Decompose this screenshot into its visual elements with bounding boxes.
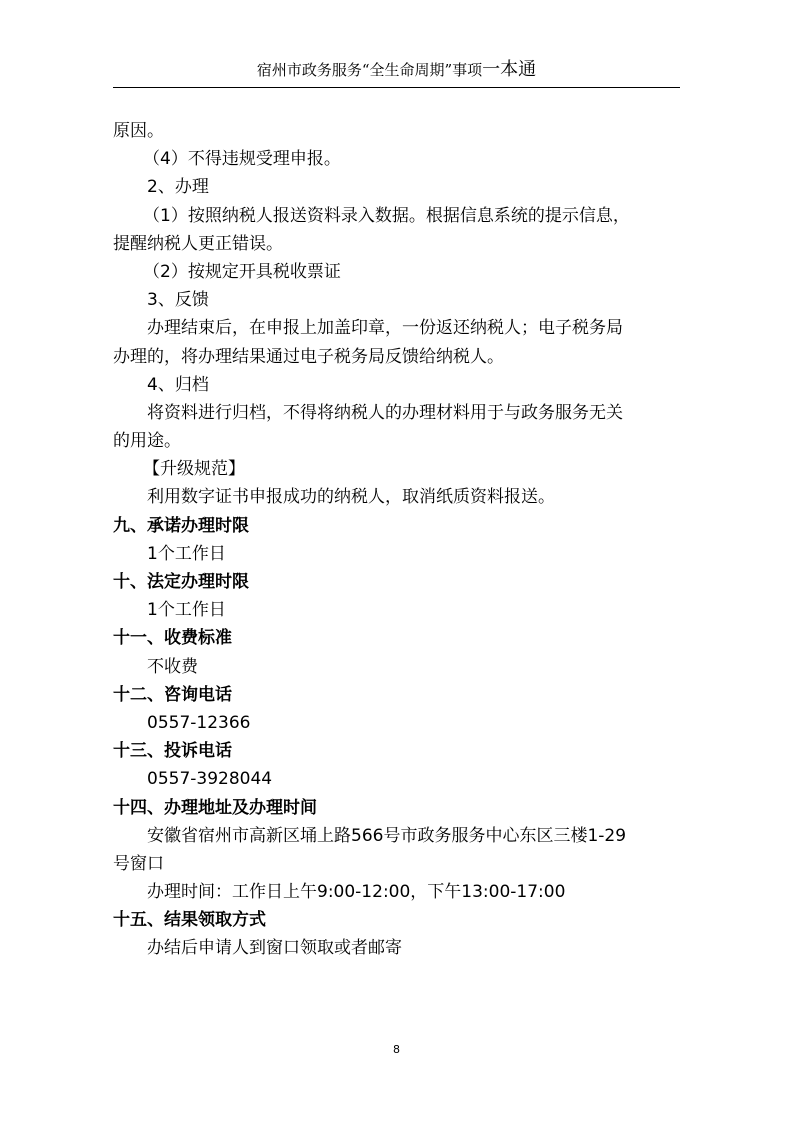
body-line: 4、归档 xyxy=(147,374,209,395)
section-heading: 十四、办理地址及办理时间 xyxy=(113,797,317,818)
body-line: 办理结束后，在申报上加盖印章，一份返还纳税人；电子税务局 xyxy=(147,318,623,339)
section-heading: 九、承诺办理时限 xyxy=(113,515,249,536)
body-line: 1个工作日 xyxy=(147,543,226,564)
page-number: 8 xyxy=(393,1043,400,1056)
body-line: 利用数字证书申报成功的纳税人，取消纸质资料报送。 xyxy=(147,487,555,508)
body-line: 0557-12366 xyxy=(147,712,251,733)
body-line: 原因。 xyxy=(113,121,164,141)
document-body xyxy=(113,117,685,963)
body-line: 不收费 xyxy=(147,656,198,677)
body-line: （4）不得违规受理申报。 xyxy=(143,149,341,170)
body-line: 0557-3928044 xyxy=(147,769,273,790)
body-line: 办理时间：工作日上午9:00-12:00，下午13:00-17:00 xyxy=(147,882,566,903)
body-line: 办结后申请人到窗口领取或者邮寄 xyxy=(147,938,402,959)
body-line: （1）按照纳税人报送资料录入数据。根据信息系统的提示信息， xyxy=(143,205,630,226)
body-line: 号窗口 xyxy=(113,853,164,874)
body-line: 的用途。 xyxy=(113,431,181,452)
body-line: 安徽省宿州市高新区埇上路566号市政务服务中心东区三楼1-29 xyxy=(147,825,627,846)
header-title-tail: 一本通 xyxy=(482,59,537,80)
section-heading: 十一、收费标准 xyxy=(113,628,232,649)
header-divider xyxy=(113,87,680,88)
body-line: 3、反馈 xyxy=(147,290,209,311)
section-heading: 十三、投诉电话 xyxy=(113,741,232,762)
body-line: 2、办理 xyxy=(147,177,209,198)
body-line: 1个工作日 xyxy=(147,600,226,621)
section-heading: 十二、咨询电话 xyxy=(113,684,232,705)
body-line: 【升级规范】 xyxy=(143,459,245,480)
body-line: （2）按规定开具税收票证 xyxy=(143,261,341,282)
body-line: 将资料进行归档，不得将纳税人的办理材料用于与政务服务无关 xyxy=(147,402,623,423)
body-line: 提醒纳税人更正错误。 xyxy=(113,233,283,254)
section-heading: 十、法定办理时限 xyxy=(113,572,249,592)
page-header xyxy=(0,60,793,80)
header-title-main: 宿州市政务服务“全生命周期”事项 xyxy=(256,61,483,79)
section-heading: 十五、结果领取方式 xyxy=(113,910,266,931)
body-line: 办理的，将办理结果通过电子税务局反馈给纳税人。 xyxy=(113,346,504,367)
